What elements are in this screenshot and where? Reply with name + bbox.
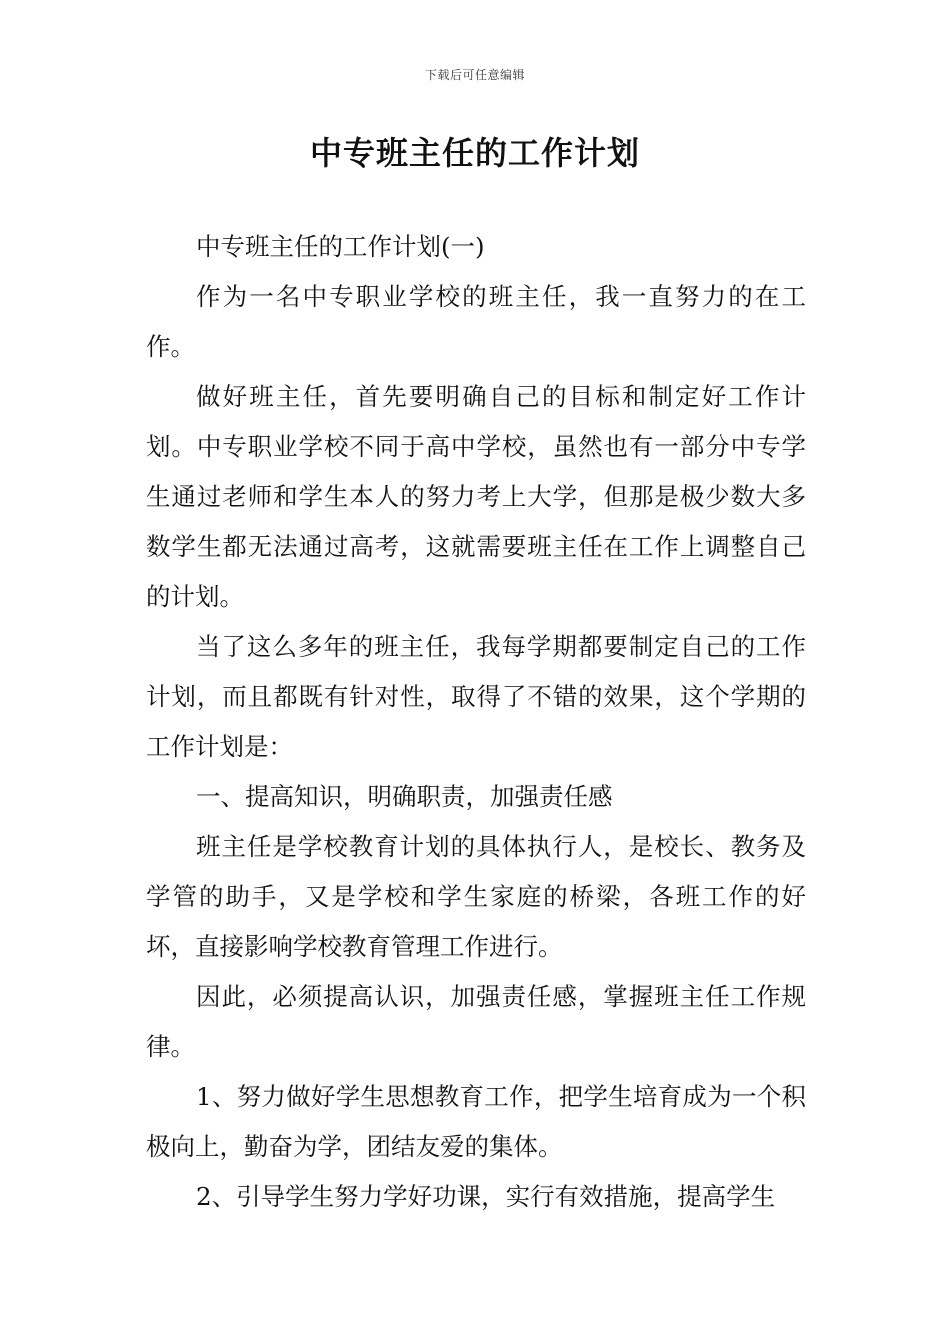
paragraph: 班主任是学校教育计划的具体执行人，是校长、教务及学管的助手，又是学校和学生家庭的桥梁，各班工作的好坏，直接影响学校教育管理工作进行。 bbox=[146, 832, 806, 961]
paragraph: 因此，必须提高认识，加强责任感，掌握班主任工作规律。 bbox=[146, 982, 806, 1061]
list-item: 2、引导学生努力学好功课，实行有效措施，提高学生 bbox=[196, 1182, 776, 1211]
document-body bbox=[146, 222, 806, 1222]
document-title: 中专班主任的工作计划 bbox=[309, 134, 640, 172]
paragraph-subtitle: 中专班主任的工作计划(一) bbox=[196, 232, 485, 261]
header-note: 下载后可任意编辑 bbox=[424, 68, 525, 82]
paragraph: 做好班主任，首先要明确自己的目标和制定好工作计划。中专职业学校不同于高中学校，虽然也有一部分中专学生通过老师和学生本人的努力考上大学，但那是极少数大多数学生都无法通过高考，这就需要班主任在工作上调整自己的计划。 bbox=[146, 382, 806, 611]
paragraph: 当了这么多年的班主任，我每学期都要制定自己的工作计划，而且都既有针对性，取得了不错的效果，这个学期的工作计划是： bbox=[146, 632, 806, 761]
section-heading: 一、提高知识，明确职责，加强责任感 bbox=[196, 782, 613, 811]
list-item: 1、努力做好学生思想教育工作，把学生培育成为一个积极向上，勤奋为学，团结友爱的集体。 bbox=[146, 1082, 806, 1161]
paragraph: 作为一名中专职业学校的班主任，我一直努力的在工作。 bbox=[146, 282, 806, 361]
